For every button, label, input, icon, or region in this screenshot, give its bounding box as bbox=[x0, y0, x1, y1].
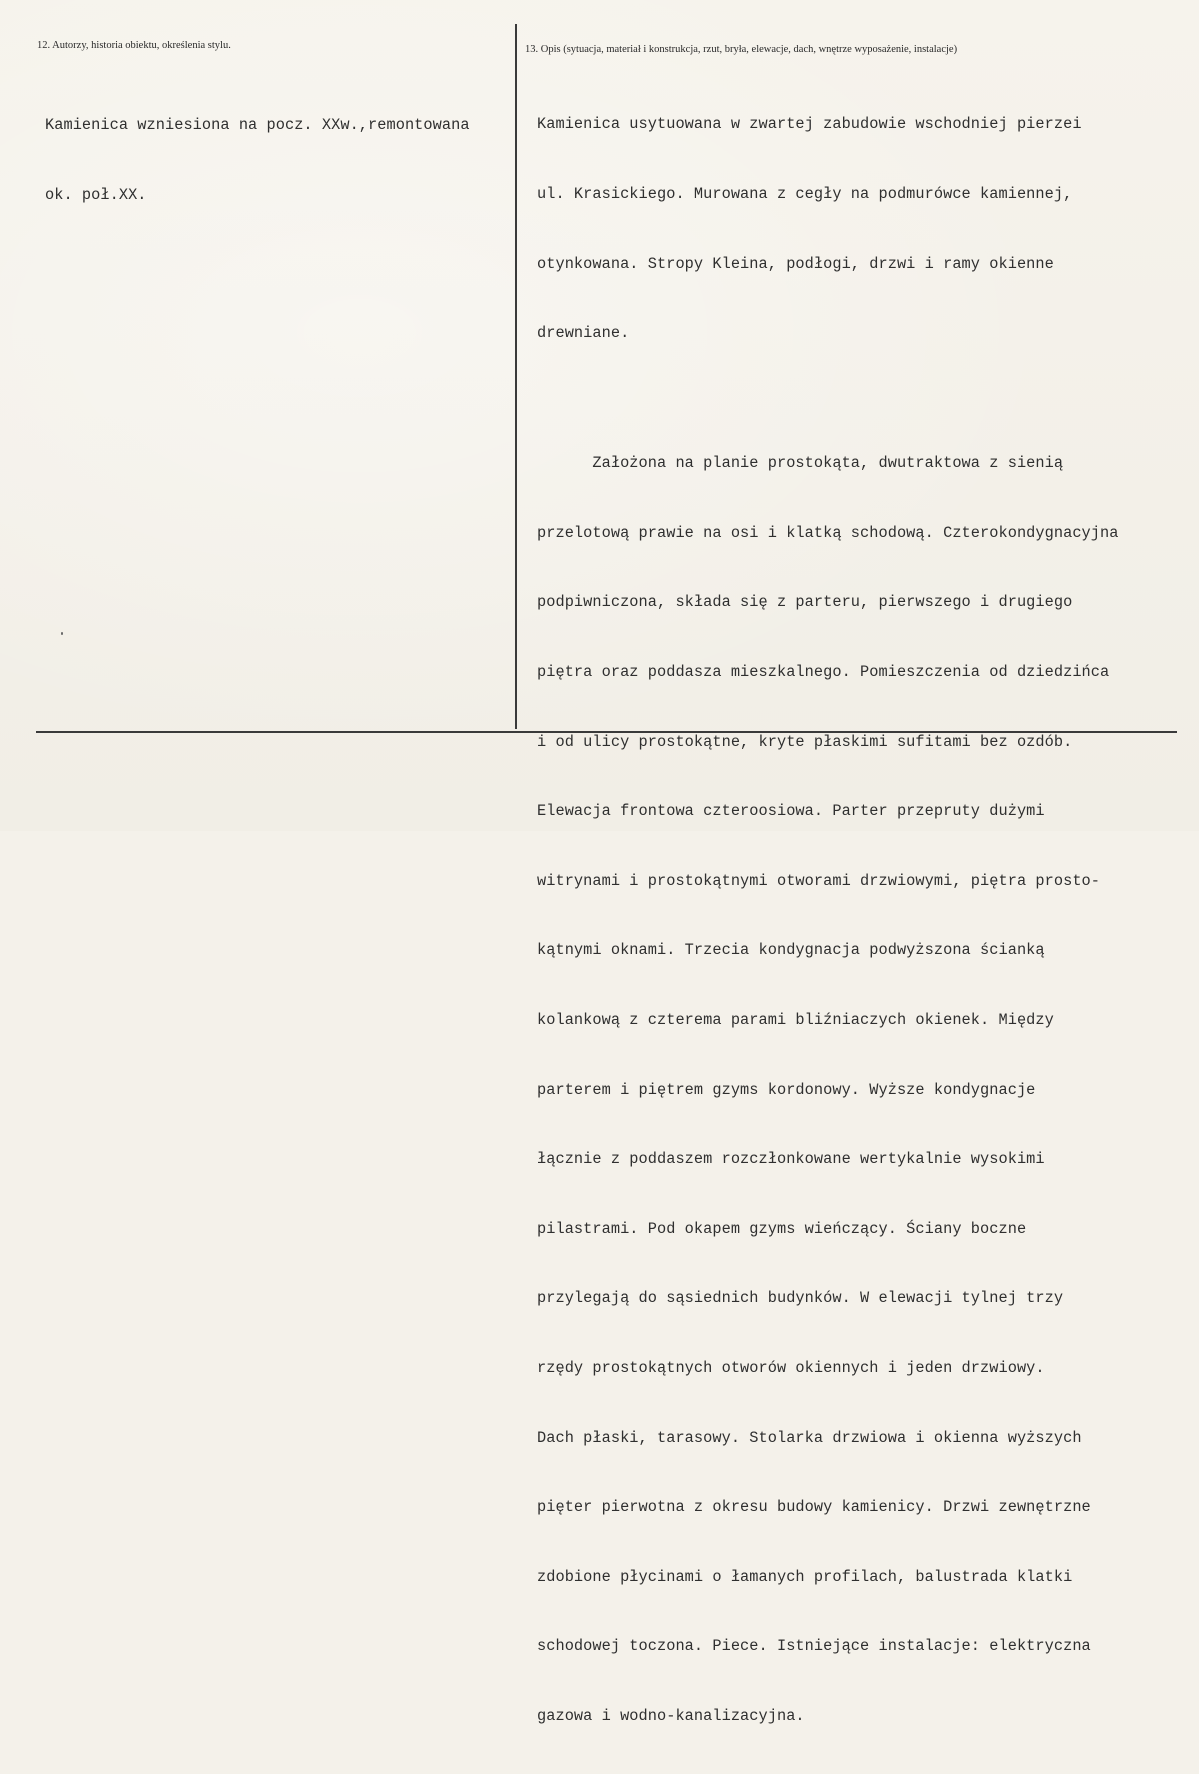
paragraph-gap bbox=[537, 392, 1118, 406]
text-line: Elewacja frontowa czteroosiowa. Parter przepruty dużymi bbox=[537, 802, 1045, 821]
text-line: podpiwniczona, składa się z parteru, pierwszego i drugiego bbox=[537, 593, 1073, 612]
text-line: Założona na planie prostokąta, dwutraktowa z sienią bbox=[537, 454, 1064, 473]
text-line: schodowej toczona. Piece. Istniejące instalacje: elektryczna bbox=[537, 1637, 1091, 1656]
text-line: drewniane. bbox=[537, 324, 630, 343]
section-12-text bbox=[45, 68, 470, 254]
text-line: łącznie z poddaszem rozczłonkowane wertykalnie wysokimi bbox=[537, 1150, 1045, 1169]
text-line: przelotową prawie na osi i klatką schodową. Czterokondygnacyjna bbox=[537, 523, 1119, 542]
text-line: pilastrami. Pod okapem gzyms wieńczący. Ściany boczne bbox=[537, 1219, 1027, 1238]
text-line: ok. poł.XX. bbox=[45, 186, 147, 204]
text-line: ul. Krasickiego. Murowana z cegły na podmurówce kamiennej, bbox=[537, 185, 1073, 203]
text-line: gazowa i wodno-kanalizacyjna. bbox=[537, 1706, 805, 1725]
text-line: przylegają do sąsiednich budynków. W elewacji tylnej trzy bbox=[537, 1289, 1064, 1308]
text-line: rzędy prostokątnych otworów okiennych i jeden drzwiowy. bbox=[537, 1358, 1045, 1377]
text-line: kątnymi oknami. Trzecia kondygnacja podwyższona ścianką bbox=[537, 941, 1045, 960]
text-line: i od ulicy prostokątne, kryte płaskimi sufitami bez ozdób. bbox=[537, 732, 1073, 751]
section-13-text bbox=[537, 67, 1118, 1774]
text-line: otynkowana. Stropy Kleina, podłogi, drzwi i ramy okienne bbox=[537, 254, 1054, 273]
text-line: parterem i piętrem gzyms kordonowy. Wyższe kondygnacje bbox=[537, 1080, 1036, 1099]
text-line: piętra oraz poddasza mieszkalnego. Pomieszczenia od dziedzińca bbox=[537, 662, 1110, 681]
vertical-divider bbox=[515, 24, 517, 729]
text-line: witrynami i prostokątnymi otworami drzwiowymi, piętra prosto- bbox=[537, 871, 1101, 890]
section-12-label: 12. Autorzy, historia obiektu, określenia stylu. bbox=[37, 40, 231, 51]
section-13-label: 13. Opis (sytuacja, materiał i konstrukcja, rzut, bryła, elewacje, dach, wnętrze wyposażenie, instalacje) bbox=[525, 44, 958, 55]
text-line: Dach płaski, tarasowy. Stolarka drzwiowa i okienna wyższych bbox=[537, 1428, 1082, 1447]
text-line: Kamienica usytuowana w zwartej zabudowie wschodniej pierzei bbox=[537, 115, 1082, 134]
text-line: pięter pierwotna z okresu budowy kamienicy. Drzwi zewnętrzne bbox=[537, 1498, 1091, 1517]
paper-speck bbox=[61, 632, 63, 635]
text-line: kolankową z czterema parami bliźniaczych okienek. Między bbox=[537, 1010, 1054, 1029]
text-line: Kamienica wzniesiona na pocz. XXw.,remontowana bbox=[45, 116, 470, 135]
text-line: zdobione płycinami o łamanych profilach, balustrada klatki bbox=[537, 1567, 1073, 1586]
